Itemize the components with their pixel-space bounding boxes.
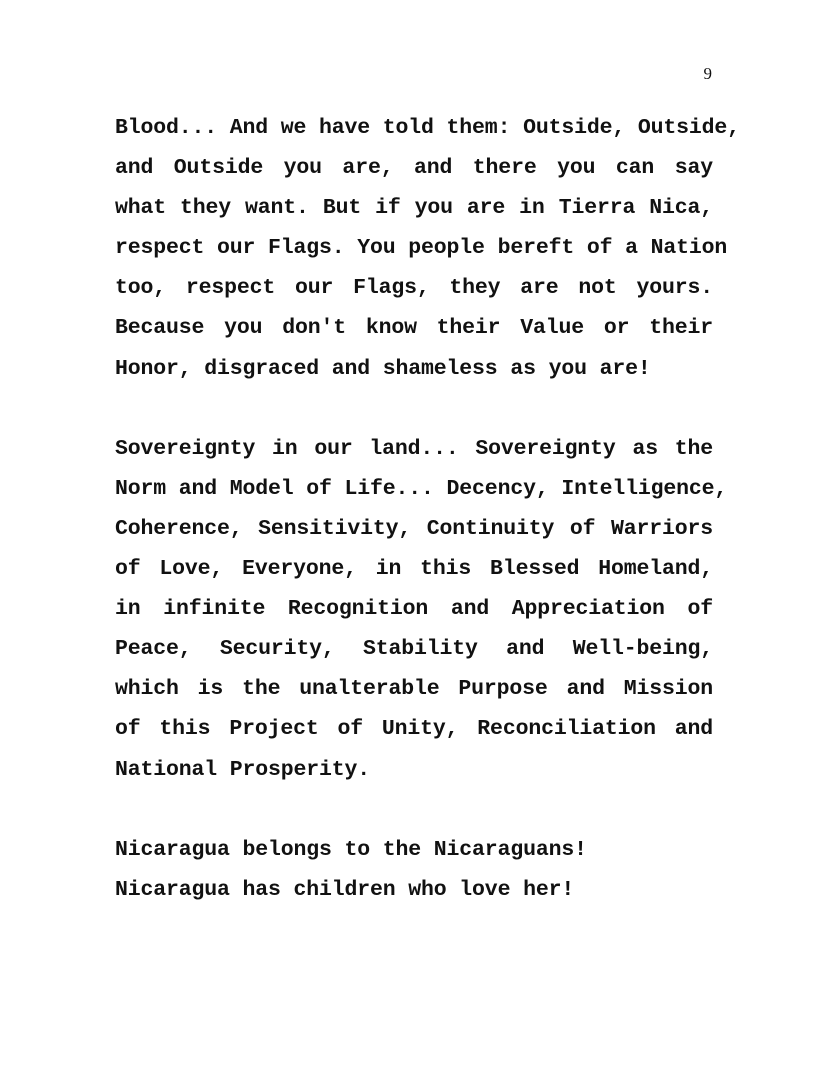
paragraph-3	[115, 835, 713, 915]
text-line: Honor, disgraced and shameless as you are!	[115, 356, 651, 381]
paragraph-1	[115, 113, 740, 394]
text-line: Peace, Security, Stability and Well-being,	[115, 637, 713, 662]
text-line: of Love, Everyone, in this Blessed Homeland,	[115, 557, 713, 582]
paragraph-gap	[115, 394, 713, 434]
text-line: Nicaragua belongs to the Nicaraguans!	[115, 837, 587, 862]
paragraph-2	[115, 434, 728, 795]
text-line: in infinite Recognition and Appreciation of	[115, 597, 713, 622]
text-line: Norm and Model of Life... Decency, Intelligence,	[115, 476, 728, 501]
text-line: of this Project of Unity, Reconciliation and	[115, 717, 713, 742]
text-line: Coherence, Sensitivity, Continuity of Warriors	[115, 516, 713, 541]
paragraph-gap	[115, 795, 713, 835]
document-body	[115, 113, 740, 915]
text-line: National Prosperity.	[115, 757, 371, 782]
text-line: Nicaragua has children who love her!	[115, 877, 575, 902]
text-line: respect our Flags. You people bereft of a Nation	[115, 236, 728, 261]
text-line: which is the unalterable Purpose and Mission	[115, 677, 713, 702]
text-line: what they want. But if you are in Tierra Nica,	[115, 196, 713, 221]
page-number: 9	[703, 64, 712, 83]
text-line: Sovereignty in our land... Sovereignty as the	[115, 436, 713, 461]
text-line: Because you don't know their Value or their	[115, 316, 713, 341]
text-line: and Outside you are, and there you can say	[115, 156, 713, 181]
text-line: Blood... And we have told them: Outside, Outside,	[115, 116, 740, 140]
text-line: too, respect our Flags, they are not yours.	[115, 276, 713, 301]
